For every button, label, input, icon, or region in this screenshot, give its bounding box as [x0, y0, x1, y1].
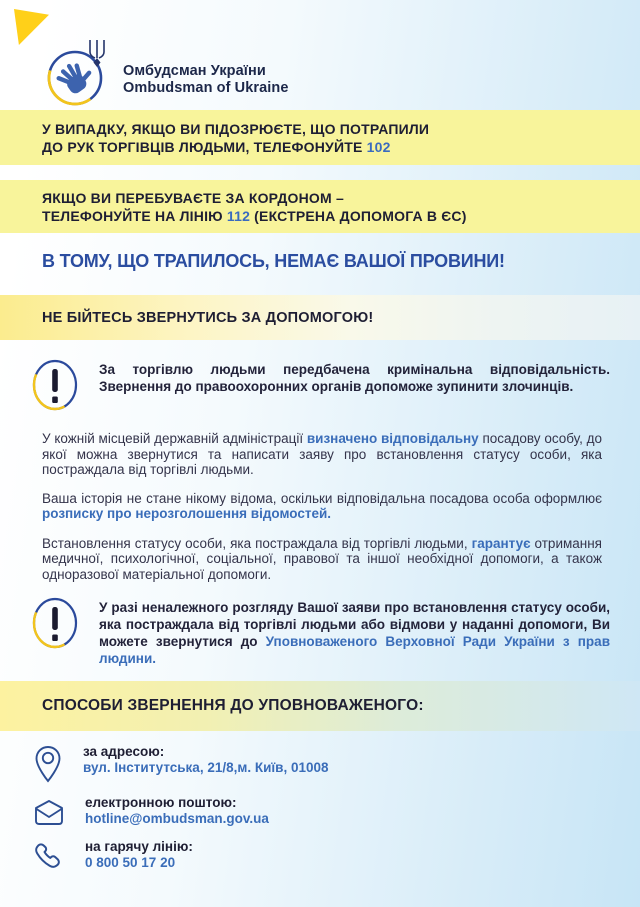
emergency-number-112: 112: [226, 207, 251, 224]
contact-address: [0, 744, 640, 784]
ukraine-trident-icon: [90, 40, 104, 67]
address-value: вул. Інститутська, 21/8,м. Київ, 01008: [83, 759, 329, 775]
no-guilt-heading: В ТОМУ, ЩО ТРАПИЛОСЬ, НЕМАЄ ВАШОЇ ПРОВИНИ!: [42, 251, 505, 271]
email-label: електронною поштою:: [85, 795, 237, 810]
hand-in-circle-icon: [40, 36, 114, 110]
contact-phone: [0, 839, 640, 873]
paragraph-status-guarantees: Встановлення статусу особи, яка постраждала від торгівлі людьми, гарантує отримання медичної, психологічної, соціальної, правової та іншої необхідної допомоги, а також одноразової матеріальної допомоги.: [42, 535, 602, 582]
address-label: за адресою:: [83, 744, 165, 759]
appeal-text: У разі неналежного розгляду Вашої заяви про встановлення статусу особи, яка постраждала від торгівлі людьми або відмови у наданні допомоги, Ви можете звернутися до Уповноваженого Верховної Ради України з прав людини.: [99, 600, 610, 666]
banner-102-line2: ДО РУК ТОРГІВЦІВ ЛЮДЬМИ, ТЕЛЕФОНУЙТЕ 102: [42, 138, 391, 155]
exclamation-icon: [31, 358, 79, 412]
contacts-section: [0, 744, 640, 873]
logo-title-en: Ombudsman of Ukraine: [123, 80, 289, 96]
alert-banner-102: [0, 110, 640, 165]
paragraph-confidentiality: Ваша історія не стане нікому відома, оскільки відповідальна посадова особа оформлює розписку про нерозголошення відомостей.: [42, 490, 602, 521]
location-pin-icon: [33, 744, 63, 784]
contact-email: [0, 795, 640, 828]
envelope-icon: [33, 795, 65, 828]
phone-label: на гарячу лінію:: [85, 839, 193, 854]
logo-title-uk: Омбудсман України: [123, 63, 266, 79]
ombudsman-logo: [40, 36, 289, 110]
ways-heading-banner: СПОСОБИ ЗВЕРНЕННЯ ДО УПОВНОВАЖЕНОГО:: [0, 681, 640, 731]
highlight-responsible: визначено відповідальну: [306, 431, 479, 446]
highlight-guarantees: гарантує: [471, 535, 531, 551]
paragraph-responsible-official: У кожній місцевій державній адміністрації визначено відповідальну посадову особу, до якої можна звернутися та написати заяву про встановлення статусу особи, яка постраждала від торгівлі людьми.: [42, 431, 602, 477]
phone-icon: [33, 839, 65, 873]
criminal-liability-text: За торгівлю людьми передбачена кримінальна відповідальність. Звернення до правоохоронних органів допоможе зупинити злочинців.: [99, 362, 610, 394]
highlight-commissioner: Уповноваженого Верховної Ради України з прав людини.: [99, 634, 610, 666]
emergency-number-102: 102: [366, 138, 391, 155]
highlight-nondisclosure: розписку про нерозголошення відомостей.: [42, 506, 332, 521]
banner-112-line2: ТЕЛЕФОНУЙТЕ НА ЛІНІЮ 112 (ЕКСТРЕНА ДОПОМОГА В ЄС): [42, 207, 467, 224]
alert-banner-112: [0, 180, 640, 233]
email-value: hotline@ombudsman.gov.ua: [85, 810, 269, 826]
phone-value: 0 800 50 17 20: [85, 854, 176, 870]
criminal-liability-callout: [0, 358, 640, 412]
exclamation-icon: [31, 596, 79, 650]
banner-112-line1: ЯКЩО ВИ ПЕРЕБУВАЄТЕ ЗА КОРДОНОМ –: [42, 189, 344, 206]
appeal-callout: [0, 596, 640, 667]
dont-fear-banner: НЕ БІЙТЕСЬ ЗВЕРНУТИСЬ ЗА ДОПОМОГОЮ!: [0, 295, 640, 340]
banner-102-line1: У ВИПАДКУ, ЯКЩО ВИ ПІДОЗРЮЄТЕ, ЩО ПОТРАПИЛИ: [42, 120, 430, 137]
